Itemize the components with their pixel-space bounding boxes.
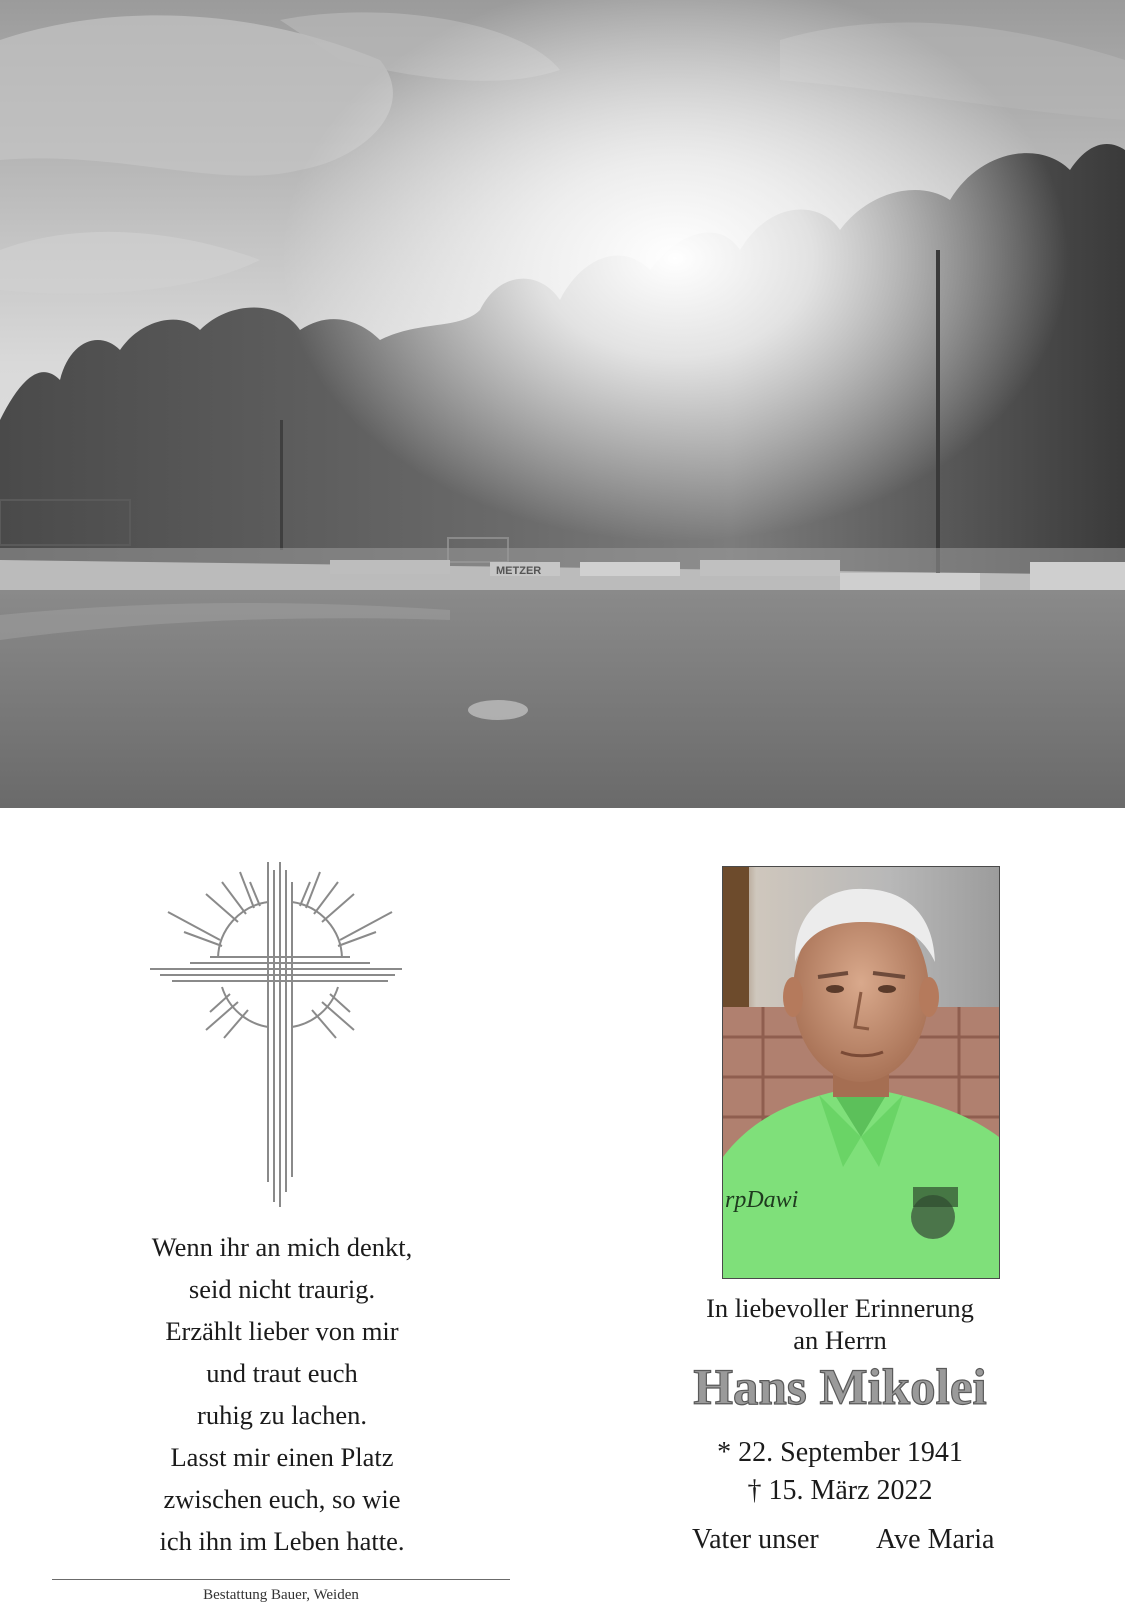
stadium-sign-text: METZER bbox=[496, 565, 542, 577]
memorial-intro-salutation: an Herrn bbox=[793, 1325, 887, 1355]
poem-line: zwischen euch, so wie bbox=[163, 1484, 401, 1514]
poem-line: Wenn ihr an mich denkt, bbox=[151, 1232, 413, 1262]
portrait-photo bbox=[722, 866, 1000, 1279]
prayer-ave-maria: Ave Maria bbox=[876, 1524, 995, 1555]
poem-line: Lasst mir einen Platz bbox=[170, 1442, 394, 1472]
memorial-intro: In liebevoller Erinnerung bbox=[706, 1293, 974, 1323]
shirt-print-text: rpDawi bbox=[725, 1187, 799, 1213]
poem-line: Erzählt lieber von mir bbox=[165, 1316, 399, 1346]
poem-line: ruhig zu lachen. bbox=[197, 1400, 367, 1430]
memorial-text bbox=[660, 1292, 1020, 1510]
banner-photo bbox=[0, 0, 1125, 808]
poem bbox=[82, 1226, 482, 1562]
poem-line: und traut euch bbox=[206, 1358, 358, 1388]
cross-sun-icon bbox=[150, 862, 410, 1212]
footer-undertaker: Bestattung Bauer, Weiden bbox=[203, 1587, 359, 1603]
prayer-vater-unser: Vater unser bbox=[692, 1524, 819, 1555]
deceased-name: Hans Mikolei bbox=[693, 1360, 987, 1416]
footer-divider bbox=[52, 1579, 510, 1580]
death-date: † 15. März 2022 bbox=[747, 1475, 933, 1506]
birth-date: * 22. September 1941 bbox=[717, 1437, 963, 1468]
poem-line: seid nicht traurig. bbox=[188, 1274, 376, 1304]
poem-line: ich ihn im Leben hatte. bbox=[159, 1526, 405, 1556]
